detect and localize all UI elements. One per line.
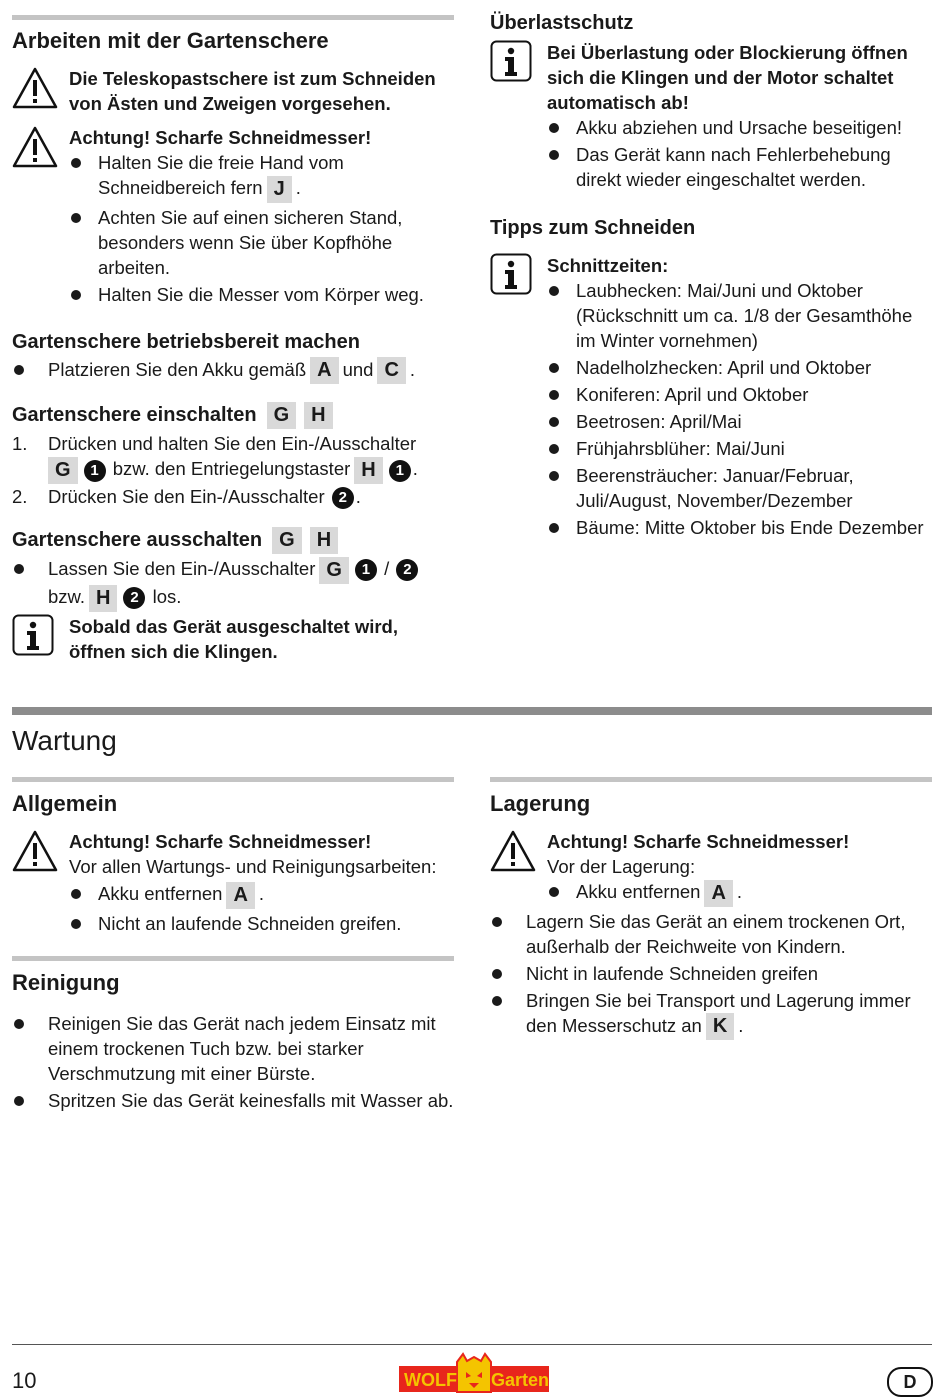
list-item: [12, 1011, 454, 1086]
chapter-rule: [12, 707, 932, 715]
list-item: [69, 282, 454, 307]
number-badge: 2: [332, 487, 354, 509]
list-item: [547, 142, 932, 192]
figure-key: G: [48, 457, 78, 484]
section-title-text: Gartenschere ausschalten: [12, 529, 263, 552]
figure-key: A: [704, 880, 732, 907]
figure-key: G: [267, 402, 297, 429]
list-item: Bringen Sie bei Transport und Lagerung immer den Messerschutz an K .: [490, 988, 932, 1041]
logo-text-right: Garten: [491, 1370, 550, 1390]
warning-text: Vor der Lagerung:: [547, 856, 696, 877]
warning-title: Achtung! Scharfe Schneidmesser!: [547, 831, 850, 852]
warning-block: [12, 66, 454, 116]
list-item: [490, 909, 932, 959]
list-item-text: Halten Sie die freie Hand vom Schneidbereich fern: [98, 152, 344, 198]
wartung-header: [12, 707, 932, 757]
figure-key: H: [310, 527, 338, 554]
item-number: 1.: [12, 433, 28, 455]
section-title: [12, 402, 454, 429]
footer-rule: [12, 1344, 932, 1345]
numbered-item: 2. Drücken Sie den Ein-/Ausschalter 2 .: [12, 484, 454, 509]
section-title: Lagerung: [490, 791, 591, 816]
number-badge: 1: [389, 460, 411, 482]
list-item-text: Nicht in laufende Schneiden greifen: [526, 962, 819, 984]
warning-block: [12, 125, 454, 307]
list-item: [12, 1088, 454, 1113]
section-title: Allgemein: [12, 791, 118, 816]
number-badge: 2: [123, 587, 145, 609]
info-icon: [490, 253, 532, 295]
warning-block: [490, 829, 932, 907]
number-badge: 1: [84, 460, 106, 482]
section-rule: [12, 777, 454, 782]
left-column: [12, 15, 454, 664]
right-column: [490, 10, 932, 542]
info-block: [12, 614, 454, 664]
list-item-text: Nicht an laufende Schneiden greifen.: [98, 912, 402, 934]
brand-logo: [399, 1352, 549, 1394]
list-item-text: Reinigen Sie das Gerät nach jedem Einsatz mit einem trockenen Tuch bzw. bei starker Verschmutzung mit einer Bürste.: [48, 1012, 436, 1084]
page-number: 10: [12, 1368, 37, 1393]
info-text: Sobald das Gerät ausgeschaltet wird, öffnen sich die Klingen.: [69, 615, 398, 662]
list-item-text: Achten Sie auf einen sicheren Stand, besonders wenn Sie über Kopfhöhe arbeiten.: [98, 206, 403, 278]
list-item-text: bzw. den Entriegelungstaster: [112, 458, 351, 480]
section-rule: [12, 15, 454, 20]
info-block: [490, 40, 932, 192]
warning-title: Achtung! Scharfe Schneidmesser!: [69, 831, 372, 852]
section-title: Tipps zum Schneiden: [490, 217, 696, 239]
info-icon: [12, 614, 54, 656]
figure-key: C: [377, 357, 405, 384]
figure-key: H: [354, 457, 382, 484]
warning-title: Achtung! Scharfe Schneidmesser!: [69, 127, 372, 148]
item-number: 2.: [12, 486, 28, 508]
list-item: [547, 278, 932, 353]
right-column-bottom: [490, 777, 932, 1042]
section-title: Überlastschutz: [490, 12, 634, 34]
section-title: [12, 527, 454, 554]
list-item: [547, 515, 932, 540]
number-badge: 2: [396, 559, 418, 581]
warning-icon: [12, 125, 58, 169]
section-title: Gartenschere betriebsbereit machen: [12, 330, 360, 353]
list-item: [547, 382, 932, 407]
list-item-text: Halten Sie die Messer vom Körper weg.: [98, 283, 424, 305]
list-item-text: Drücken Sie den Ein-/Ausschalter: [48, 486, 325, 508]
warning-text: Die Teleskopastschere ist zum Schneiden von Ästen und Zweigen vorgesehen.: [69, 68, 436, 114]
list-item: [69, 205, 454, 280]
list-item: [490, 961, 932, 986]
list-item-text: Beerensträucher: Januar/Februar, Juli/August, November/Dezember: [576, 465, 854, 511]
list-item-text: Frühjahrsblüher: Mai/Juni: [576, 438, 785, 459]
figure-key: J: [267, 176, 292, 203]
list-item-text: Spritzen Sie das Gerät keinesfalls mit Wasser ab.: [48, 1089, 454, 1111]
list-item-text: bzw.: [48, 585, 86, 607]
figure-key: H: [304, 402, 332, 429]
list-item-text: Nadelholzhecken: April und Oktober: [576, 357, 872, 378]
country-badge: D: [887, 1367, 933, 1397]
list-item: [547, 409, 932, 434]
list-item-text: Laubhecken: Mai/Juni und Oktober (Rückschnitt um ca. 1/8 der Gesamthöhe im Winter vornehmen): [576, 280, 913, 351]
list-item: [547, 355, 932, 380]
list-item-text: Beetrosen: April/Mai: [576, 411, 742, 432]
warning-icon: [12, 829, 58, 873]
list-item: Platzieren Sie den Akku gemäß A und C .: [12, 357, 454, 385]
figure-key: K: [706, 1013, 734, 1040]
section-rule: [490, 777, 932, 782]
figure-key: A: [310, 357, 338, 384]
list-item-text: und: [342, 358, 374, 380]
list-item: [547, 115, 932, 140]
info-text: Bei Überlastung oder Blockierung öffnen sich die Klingen und der Motor schaltet automatisch ab!: [547, 42, 908, 113]
figure-key: A: [226, 882, 254, 909]
info-block: [490, 253, 932, 540]
chapter-title: Wartung: [12, 725, 117, 756]
logo-text-left: WOLF: [404, 1370, 457, 1390]
section-title-text: Gartenschere einschalten: [12, 404, 257, 427]
list-item-text: Koniferen: April und Oktober: [576, 384, 809, 405]
list-item: Akku entfernen A .: [69, 881, 454, 909]
list-item-text: los.: [152, 585, 182, 607]
list-item: [547, 463, 932, 513]
list-item: [12, 556, 454, 611]
section-title: Reinigung: [12, 969, 120, 995]
list-item: Akku entfernen A .: [547, 879, 932, 907]
number-badge: 1: [355, 559, 377, 581]
list-item-text: Akku entfernen: [576, 881, 701, 902]
section-rule: [12, 956, 454, 961]
figure-key: G: [319, 557, 349, 584]
list-item-text: Bringen Sie bei Transport und Lagerung immer den Messerschutz an: [526, 989, 911, 1036]
info-icon: [490, 40, 532, 82]
warning-icon: [490, 829, 536, 873]
list-item-text: Akku entfernen: [98, 883, 223, 904]
info-subtitle: Schnittzeiten:: [547, 255, 669, 276]
list-item: [547, 436, 932, 461]
list-item-text: Bäume: Mitte Oktober bis Ende Dezember: [576, 517, 924, 538]
list-item-text: Platzieren Sie den Akku gemäß: [48, 358, 307, 380]
figure-key: G: [272, 527, 302, 554]
list-item: [69, 911, 454, 936]
warning-icon: [12, 66, 58, 110]
left-column-bottom: [12, 777, 454, 1115]
list-item-text: Lassen Sie den Ein-/Ausschalter: [48, 558, 316, 580]
warning-block: [12, 829, 454, 936]
list-item-text: Das Gerät kann nach Fehlerbehebung direkt wieder eingeschaltet werden.: [576, 144, 891, 190]
list-item-text: Akku abziehen und Ursache beseitigen!: [576, 117, 903, 138]
numbered-item: 1. Drücken und halten Sie den Ein-/Ausschalter G 1 bzw. den Entriegelungstaster H 1 .: [12, 431, 454, 484]
section-title: Arbeiten mit der Gartenschere: [12, 28, 329, 53]
list-item-text: Drücken und halten Sie den Ein-/Ausschalter: [48, 433, 417, 455]
list-item-text: /: [384, 558, 390, 580]
list-item-text: Lagern Sie das Gerät an einem trockenen Ort, außerhalb der Reichweite von Kindern.: [526, 910, 906, 957]
figure-key: H: [89, 585, 117, 612]
warning-text: Vor allen Wartungs- und Reinigungsarbeiten:: [69, 856, 437, 877]
list-item: Halten Sie die freie Hand vom Schneidbereich fern J .: [69, 150, 454, 203]
